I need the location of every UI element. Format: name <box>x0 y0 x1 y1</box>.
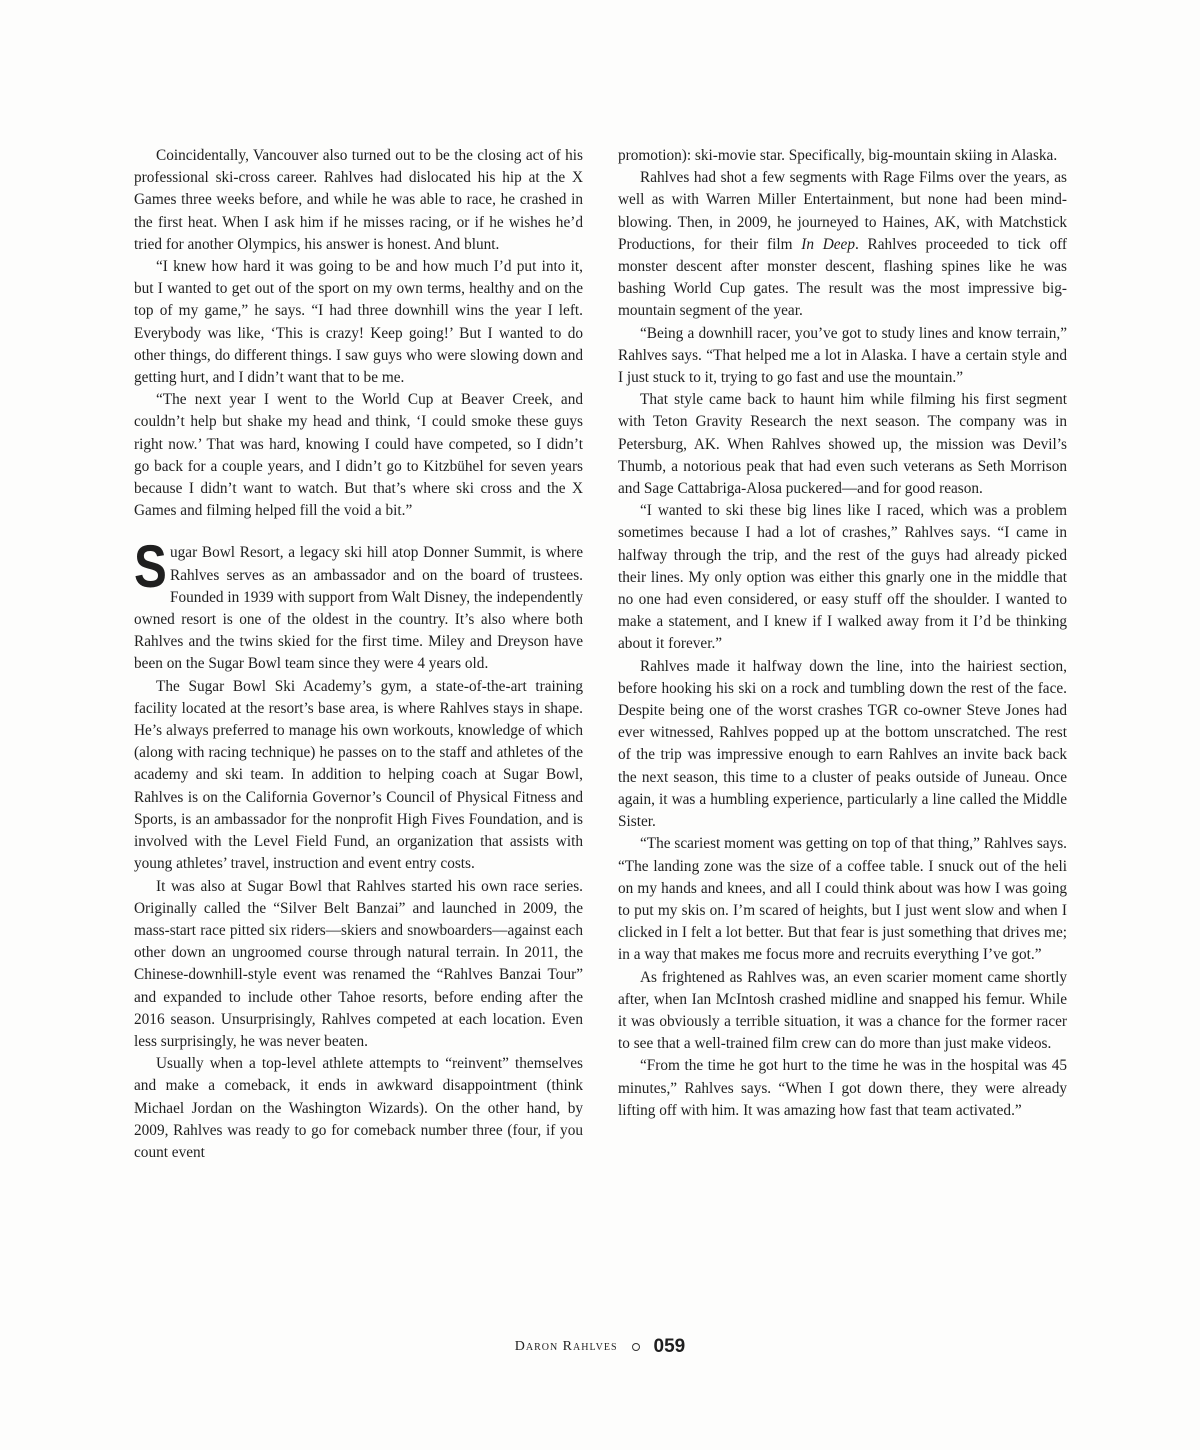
paragraph: “The next year I went to the World Cup at Beaver Creek, and couldn’t help but shake my head and think, ‘I could smoke these guys right now.’ That was hard, knowing I could have competed, so I didn’t go back for a couple years, and I didn’t go to Kitzbühel for seven years because I didn’t want to watch. But that’s where ski cross and the X Games and filming helped fill the void a bit.” <box>134 391 583 520</box>
paragraph: “I wanted to ski these big lines like I raced, which was a problem sometimes because I had a lot of crashes,” Rahlves says. “I came in halfway through the trip, and the rest of the guys had already picked their lines. My only option was either this gnarly one in the middle that no one had even considered, or easy stuff off the shoulder. I wanted to make a statement, and I knew if I walked away from it I’d be thinking about it forever.” <box>618 502 1067 653</box>
running-head: Daron Rahlves <box>514 1339 618 1354</box>
left-column <box>134 145 583 1164</box>
right-column <box>618 145 1067 1122</box>
bullet-separator-icon <box>632 1343 640 1351</box>
page-footer <box>0 1336 1200 1358</box>
paragraph: Rahlves made it halfway down the line, into the hairiest section, before hooking his ski on a rock and tumbling down the rest of the face. Despite being one of the worst crashes TGR co-owner Steve Jones had ever witnessed, Rahlves popped up at the bottom unscratched. The rest of the trip was impressive enough to earn Rahlves an invite back back the next season, this time to a cluster of peaks outside of Juneau. Once again, it was a humbling experience, particularly a line called the Middle Sister. <box>618 657 1067 831</box>
paragraph <box>618 167 1067 322</box>
section-start-paragraph <box>134 533 584 675</box>
paragraph: Usually when a top-level athlete attempts to “reinvent” themselves and make a comeback, it ends in awkward disappointment (think Michael Jordan on the Washington Wizards). On the other hand, by 2009, Rahlves was ready to go for comeback number three (four, if you count event <box>134 1055 583 1161</box>
paragraph: “The scariest moment was getting on top of that thing,” Rahlves says. “The landing zone was the size of a coffee table. I snuck out of the heli on my hands and knees, and all I could think about was how I was going to put my skis on. I’m scared of heights, but I just went slow and when I clicked in I felt a lot better. But that fear is just something that drives me; in a way that makes me focus more and recruits everything I’ve got.” <box>618 835 1067 964</box>
page-number: 059 <box>653 1336 686 1357</box>
paragraph: That style came back to haunt him while filming his first segment with Teton Gravity Research the next season. The company was in Petersburg, AK. When Rahlves showed up, the mission was Devil’s Thumb, a notorious peak that had even such veterans as Seth Morrison and Sage Cattabriga-Alosa puckered—and for good reason. <box>618 391 1067 498</box>
film-title: In Deep <box>801 235 855 253</box>
paragraph-text: Rahlves had shot a few segments with Rage Films over the years, as well as with Warren Miller Entertainment, but none had been mind-blowing. Then, in 2009, he journeyed to Haines, AK, with Matchstick Productions, for their film <box>618 169 1067 253</box>
paragraph: “From the time he got hurt to the time he was in the hospital was 45 minutes,” Rahlves says. “When I got down there, they were already lifting off with him. It was amazing how fast that team activated.” <box>618 1057 1067 1119</box>
paragraph: The Sugar Bowl Ski Academy’s gym, a state-of-the-art training facility located at the resort’s base area, is where Rahlves stays in shape. He’s always preferred to manage his own workouts, knowledge of which (along with racing technique) he passes on to the staff and athletes of the academy and ski team. In addition to helping coach at Sugar Bowl, Rahlves is on the California Governor’s Council of Physical Fitness and Sports, is an ambassador for the nonprofit High Fives Foundation, and is involved with the Level Field Fund, an organization that assists with young athletes’ travel, instruction and event entry costs. <box>134 677 583 873</box>
paragraph-text: . Rahlves proceeded to tick off monster descent after monster descent, flashing spines like he was bashing World Cup gates. The result was the most impressive big-mountain segment of the year. <box>618 235 1068 320</box>
paragraph: “I knew how hard it was going to be and how much I’d put into it, but I wanted to get out of the sport on my own terms, healthy and on the top of my game,” he says. “I had three downhill wins the year I left. Everybody was like, ‘This is crazy! Keep going!’ But I wanted to do other things, do different things. I saw guys who were slowing down and getting hurt, and I didn’t want that to be me. <box>134 258 583 387</box>
paragraph-continued: promotion): ski-movie star. Specifically, big-mountain skiing in Alaska. <box>618 147 1058 164</box>
paragraph: Coincidentally, Vancouver also turned out to be the closing act of his professional ski-cross career. Rahlves had dislocated his hip at the X Games three weeks before, and while he was able to race, he crashed in the first heat. When I ask him if he misses racing, or if he wishes he’d tried for another Olympics, his answer is honest. And blunt. <box>134 147 583 253</box>
paragraph: “Being a downhill racer, you’ve got to study lines and know terrain,” Rahlves says. “That helped me a lot in Alaska. I have a certain style and I just stuck to it, trying to go fast and use the mountain.” <box>618 324 1067 387</box>
paragraph: It was also at Sugar Bowl that Rahlves started his own race series. Originally called the “Silver Belt Banzai” and launched in 2009, the mass-start race pitted six riders—skiers and snowboarders—against each other down an ungroomed course through natural terrain. In 2011, the Chinese-downhill-style event was renamed the “Rahlves Banzai Tour” and expanded to include other Tahoe resorts, before ending after the 2016 season. Unsurprisingly, Rahlves competed at each location. Even less surprisingly, he was never beaten. <box>134 877 583 1050</box>
paragraph: As frightened as Rahlves was, an even scarier moment came shortly after, when Ian McIntosh crashed midline and snapped his femur. While it was obviously a terrible situation, it was a chance for the former racer to see that a well-trained film crew can do more than just make videos. <box>618 968 1067 1053</box>
drop-cap: S <box>134 533 167 601</box>
paragraph-text: ugar Bowl Resort, a legacy ski hill atop Donner Summit, is where Rahlves serves as an ambassador and on the board of trustees. Founded in 1939 with support from Walt Disney, the independently owned resort is one of the oldest in the country. It’s also where both Rahlves and the twins skied for the first time. Miley and Dreyson have been on the Sugar Bowl team since they were 4 years old. <box>134 544 584 673</box>
